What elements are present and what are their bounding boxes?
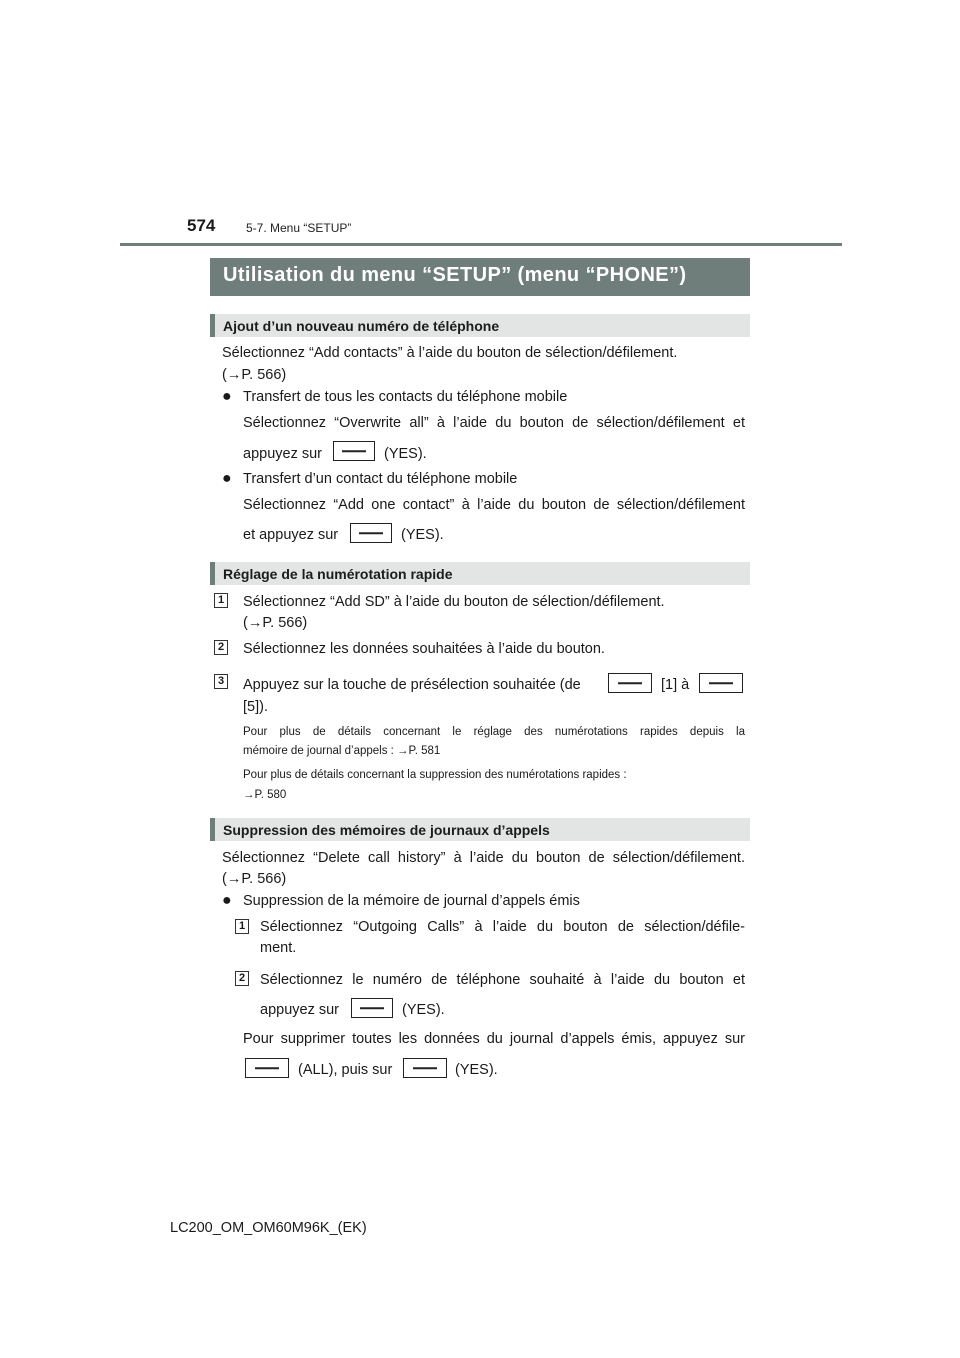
delete-step2-pre: appuyez sur: [260, 1002, 339, 1018]
add-b2-title: Transfert d’un contact du téléphone mobile: [243, 471, 518, 487]
speed-step1: Sélectionnez “Add SD” à l’aide du bouton de sélection/défilement.: [243, 594, 665, 610]
button-symbol: [403, 1058, 447, 1078]
button-symbol: [245, 1058, 289, 1078]
bullet-icon: ●: [222, 388, 232, 405]
speed-step3-pre: Appuyez sur la touche de présélection souhaitée (de: [243, 677, 581, 693]
speed-note1-line2: mémoire de journal d’appels : →P. 581: [243, 745, 441, 757]
bullet-icon: ●: [222, 892, 232, 909]
add-intro: Sélectionnez “Add contacts” à l’aide du bouton de sélection/défilement.: [222, 345, 678, 361]
speed-note2-line1: Pour plus de détails concernant la suppression des numérotations rapides :: [243, 769, 627, 781]
subheading-speed-dial-label: Réglage de la numérotation rapide: [223, 566, 453, 582]
subheading-add-number-label: Ajout d’un nouveau numéro de téléphone: [223, 318, 500, 334]
speed-note2-line2: →P. 580: [243, 789, 287, 801]
subheading-delete-history-label: Suppression des mémoires de journaux d’appels: [223, 822, 550, 838]
add-b2-line1: Sélectionnez “Add one contact” à l’aide du bouton de sélection/défilement: [243, 497, 745, 513]
delete-step1-line2: ment.: [260, 940, 297, 956]
delete-all-line1: Pour supprimer toutes les données du journal d’appels émis, appuyez sur: [243, 1031, 745, 1047]
step-number: 1: [214, 593, 228, 608]
button-symbol: [350, 523, 392, 543]
page-title: Utilisation du menu “SETUP” (menu “PHONE”): [223, 264, 687, 286]
add-b2-pre: et appuyez sur: [243, 527, 339, 543]
subheading-add-number: [210, 314, 750, 337]
subheading-delete-history: [210, 818, 750, 841]
delete-step2-post: (YES).: [402, 1002, 445, 1018]
delete-all-post: (YES).: [455, 1062, 498, 1078]
add-intro-ref: (→P. 566): [222, 367, 287, 383]
speed-step2: Sélectionnez les données souhaitées à l’aide du bouton.: [243, 641, 605, 657]
add-b2-post: (YES).: [401, 527, 444, 543]
delete-b1-title: Suppression de la mémoire de journal d’appels émis: [243, 893, 580, 909]
add-b1-post: (YES).: [384, 446, 427, 462]
delete-intro: Sélectionnez “Delete call history” à l’aide du bouton de sélection/défilement.: [222, 850, 745, 866]
button-symbol: [333, 441, 375, 461]
step-number: 2: [214, 640, 228, 655]
section-label: 5-7. Menu “SETUP”: [246, 221, 352, 235]
delete-step1-line1: Sélectionnez “Outgoing Calls” à l’aide du bouton de sélection/défile-: [260, 919, 745, 935]
speed-step3-end: [5]).: [243, 699, 268, 715]
bullet-icon: ●: [222, 470, 232, 487]
subheading-speed-dial: [210, 562, 750, 585]
button-symbol: [351, 998, 393, 1018]
title-banner: [210, 258, 750, 296]
step-number: 1: [235, 919, 249, 934]
delete-step2-line1: Sélectionnez le numéro de téléphone souhaité à l’aide du bouton et: [260, 972, 745, 988]
add-b1-pre: appuyez sur: [243, 446, 322, 462]
add-b1-title: Transfert de tous les contacts du téléphone mobile: [243, 389, 568, 405]
header-rule: [120, 243, 842, 246]
add-b1-line1: Sélectionnez “Overwrite all” à l’aide du bouton de sélection/défilement et: [243, 415, 745, 431]
button-symbol: [608, 673, 652, 693]
speed-note1-line1: Pour plus de détails concernant le réglage des numérotations rapides depuis la: [243, 726, 745, 738]
speed-step1-ref: (→P. 566): [243, 615, 308, 631]
delete-all-mid: (ALL), puis sur: [298, 1062, 393, 1078]
step-number: 2: [235, 971, 249, 986]
speed-step3-mid: [1] à: [661, 677, 690, 693]
document-code: LC200_OM_OM60M96K_(EK): [170, 1220, 367, 1236]
button-symbol: [699, 673, 743, 693]
page-number: 574: [187, 216, 216, 235]
delete-intro-ref: (→P. 566): [222, 871, 287, 887]
step-number: 3: [214, 674, 228, 689]
